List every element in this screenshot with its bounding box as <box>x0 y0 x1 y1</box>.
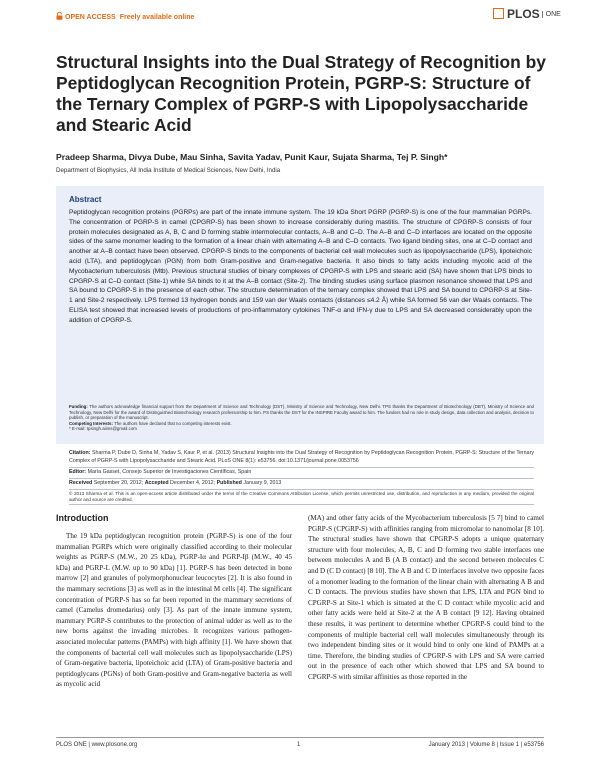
article-title: Structural Insights into the Dual Strategy of Recognition by Peptidoglycan Recognition Protein, PGRP-S: Structure of the Ternary Complex of PGRP-S with Lipopolysaccharide and Stearic Acid <box>56 52 546 135</box>
journal-logo <box>493 7 561 21</box>
funding-label: Funding: <box>69 404 88 409</box>
competing-label: Competing Interests: <box>69 420 113 426</box>
accepted-label: Accepted <box>144 480 169 486</box>
abstract-heading: Abstract <box>69 195 102 204</box>
introduction-column-2: (MA) and other fatty acids of the Mycobacterium tuberculosis [5 7] bind to camel PGRP-S (CPGRP-S) with affinities ranging from micromolar to nanomolar [8 10]. The structural studies have shown that CPGRP-S adopts a unique quaternary structure with four molecules, A, B, C and D forming two stable interfaces one between molecules A and B (A B contact) and the second between molecules C and D (C D contact) [8 10]. The A B and C D interfaces involve two opposite faces of a monomer leading to the formation of the linear chain with alternating A B and C D contacts. The previous studies have shown that LPS, LTA and PGN bind to CPGRP-S at Site-1 which is situated at the C D contact while mycolic acid and other fatty acids were held at Site-2 at the A B contact [9 12]. Having obtained these results, it was pertinent to determine whether CPGRP-S could bind to the components of multiple bacterial cell wall molecules simultaneously through its two independent binding sites or it would bind to only one kind of PAMPs at a time. Therefore, the binding studies of CPGRP-S with LPS and SA were carried out in the presence of each other which showed that LPS and SA bound to CPGRP-S with similar affinities as those reported in the <box>308 514 544 681</box>
accepted-date: December 4, 2012; <box>170 480 216 486</box>
meta-divider <box>69 489 534 490</box>
editor-text: María Gasset, Consejo Superior de Investigaciones Científicas, Spain <box>87 469 252 475</box>
footer-journal[interactable]: PLOS ONE | www.plosone.org <box>56 742 138 748</box>
open-access-label: OPEN <box>65 14 85 21</box>
citation-label: Citation: <box>69 450 91 456</box>
meta-divider <box>69 504 534 505</box>
author-list: Pradeep Sharma, Divya Dube, Mau Sinha, Savita Yadav, Punit Kaur, Sujata Sharma, Tej P. Singh* <box>56 152 448 162</box>
copyright: © 2013 Sharma et al. This is an open-access article distributed under the terms of the Creative Commons Attribution License, which permits unrestricted use, distribution, and reproduction in any medium, provided the original author and source are credited. <box>69 491 534 502</box>
open-access-lock-icon <box>56 12 63 20</box>
abstract-text: Peptidoglycan recognition proteins (PGRPs) are part of the innate immune system. The 19 kDa Short PGRP (PGRP-S) is one of the four mammalian PGRPs. The concentration of PGRP-S in camel (CPGRP-S) has been shown to increase considerably during mastitis. The structure of CPGRP-S consists of four protein molecules designated as A, B, C and D forming stable intermolecular contacts, A–B and C–D. The A–B and C–D interfaces are located on the opposite sides of the same monomer leading to the formation of a linear chain with alternating A–B and C–D contacts. Two ligand binding sites, one at C–D contact and another at A–B contact have been observed. CPGRP-S binds to the components of bacterial cell wall molecules such as lipopolysaccharide (LPS), lipoteichoic acid (LTA), and peptidoglycan (PGN) from both Gram-positive and Gram-negative bacteria. It also binds to fatty acids including mycolic acid of the Mycobacterium tuberculosis (Mtb). Previous structural studies of binary complexes of CPGRP-S with LPS and stearic acid (SA) have shown that LPS binds to CPGRP-S at C–D contact (Site-1) while SA binds to it at the A–B contact (Site-2). The binding studies using surface plasmon resonance showed that LPS and SA bound to CPGRP-S in the presence of each other. The structure determination of the ternary complex showed that LPS and SA bound to CPGRP-S at Site-1 and Site-2 respectively. LPS formed 13 hydrogen bonds and 159 van der Waals contacts (distances ≤4.2 Å) while SA formed 56 van der Waals contacts. The ELISA test showed that increased levels of productions of pro-inflammatory cytokines TNF-α and IFN-γ due to LPS and SA decreased considerably upon the addition of CPGRP-S. <box>69 209 532 324</box>
funding <box>69 404 534 421</box>
introduction-heading: Introduction <box>56 513 109 523</box>
published-date: January 9, 2013 <box>243 480 282 486</box>
footer-issue: January 2013 | Volume 8 | Issue 1 | e53756 <box>428 742 544 748</box>
journal-logo-suffix: ONE <box>542 11 561 18</box>
page-number: 1 <box>297 742 301 748</box>
email-address[interactable]: tpsingh.aiims@gmail.com <box>86 426 137 432</box>
published-label: Published <box>216 480 242 486</box>
footer-rule <box>56 737 544 738</box>
corresponding-email <box>69 426 534 432</box>
editor <box>69 469 534 477</box>
journal-logo-text: PLOS <box>507 7 540 21</box>
competing-text: The authors have declared that no competing interests exist. <box>114 420 232 426</box>
email-label: * E-mail: <box>69 426 86 432</box>
affiliation: Department of Biophysics, All India Institute of Medical Sciences, New Delhi, India <box>56 167 281 174</box>
dates <box>69 480 534 488</box>
citation <box>69 450 534 466</box>
free-online-label: Freely available online <box>119 14 195 21</box>
open-access-label-suffix: ACCESS <box>86 14 116 21</box>
open-access-badge <box>56 12 194 21</box>
funding-text: The authors acknowledge financial support from the Department of Science and Technology (DST), Ministry of Science and Technology, New Delhi. TPS thanks the Department of Biotechnology (DBT), Ministry of Science and Technology, New Delhi for the award of Distinguished Biotechnology research professorship to him. PS thanks the DST for the INSPIRE Faculty award to him. The funders had no role in study design, data collection and analysis, decision to publish, or preparation of the manuscript. <box>69 404 534 421</box>
editor-label: Editor: <box>69 469 87 475</box>
meta-divider <box>69 467 534 468</box>
funding-block <box>69 404 534 442</box>
plos-logo-mark-icon <box>493 8 504 19</box>
citation-text: Sharma P, Dube D, Sinha M, Yadav S, Kaur P, et al. (2013) Structural Insights into the Dual Strategy of Recognition by Peptidoglycan Recognition Protein, PGRP-S: Structure of the Ternary Complex of PGRP-S with Lipopolysaccharide and Stearic Acid. PLoS ONE 8(1): e53756. doi:10.1371/journal.pone.0053756 <box>69 450 534 464</box>
meta-divider <box>69 478 534 479</box>
received-date: September 20, 2012; <box>93 480 144 486</box>
introduction-column-1: The 19 kDa peptidoglycan recognition protein (PGRP-S) is one of the four mammalian PGRPs which were originally classified according to their molecular weights as PGRP-S (M.W., 20 25 kDa), PGRP-Iα and PGRP-Iβ (M.W., 40 45 kDa) and PGRP-L (M.W. up to 90 kDa) [1]. PGRP-S has been detected in bone marrow [2] and granules of polymorphonuclear leucocytes [2]. It is also found in the mammary secretions [3] as well as in the intestinal M cells [4]. The significant concentration of PGRP-S has so far been reported in the mammary secretions of camel (Camelus dromedarius) only [3]. As part of the innate immune system, mammary PGRP-S contributes to the protection of animal udder as well as to the new borns against the invading microbes. It recognizes various pathogen-associated molecular patterns (PAMPs) with high affinity [1]. We have shown that the components of bacterial cell wall molecules such as lipopolysaccharide (LPS) of Gram-negative bacteria, lipoteichoic acid (LTA) of Gram-positive bacteria and peptidoglycans (PGNs) of both Gram-positive and Gram-negative bacteria as well as mycolic acid <box>56 532 292 689</box>
received-label: Received <box>69 480 93 486</box>
